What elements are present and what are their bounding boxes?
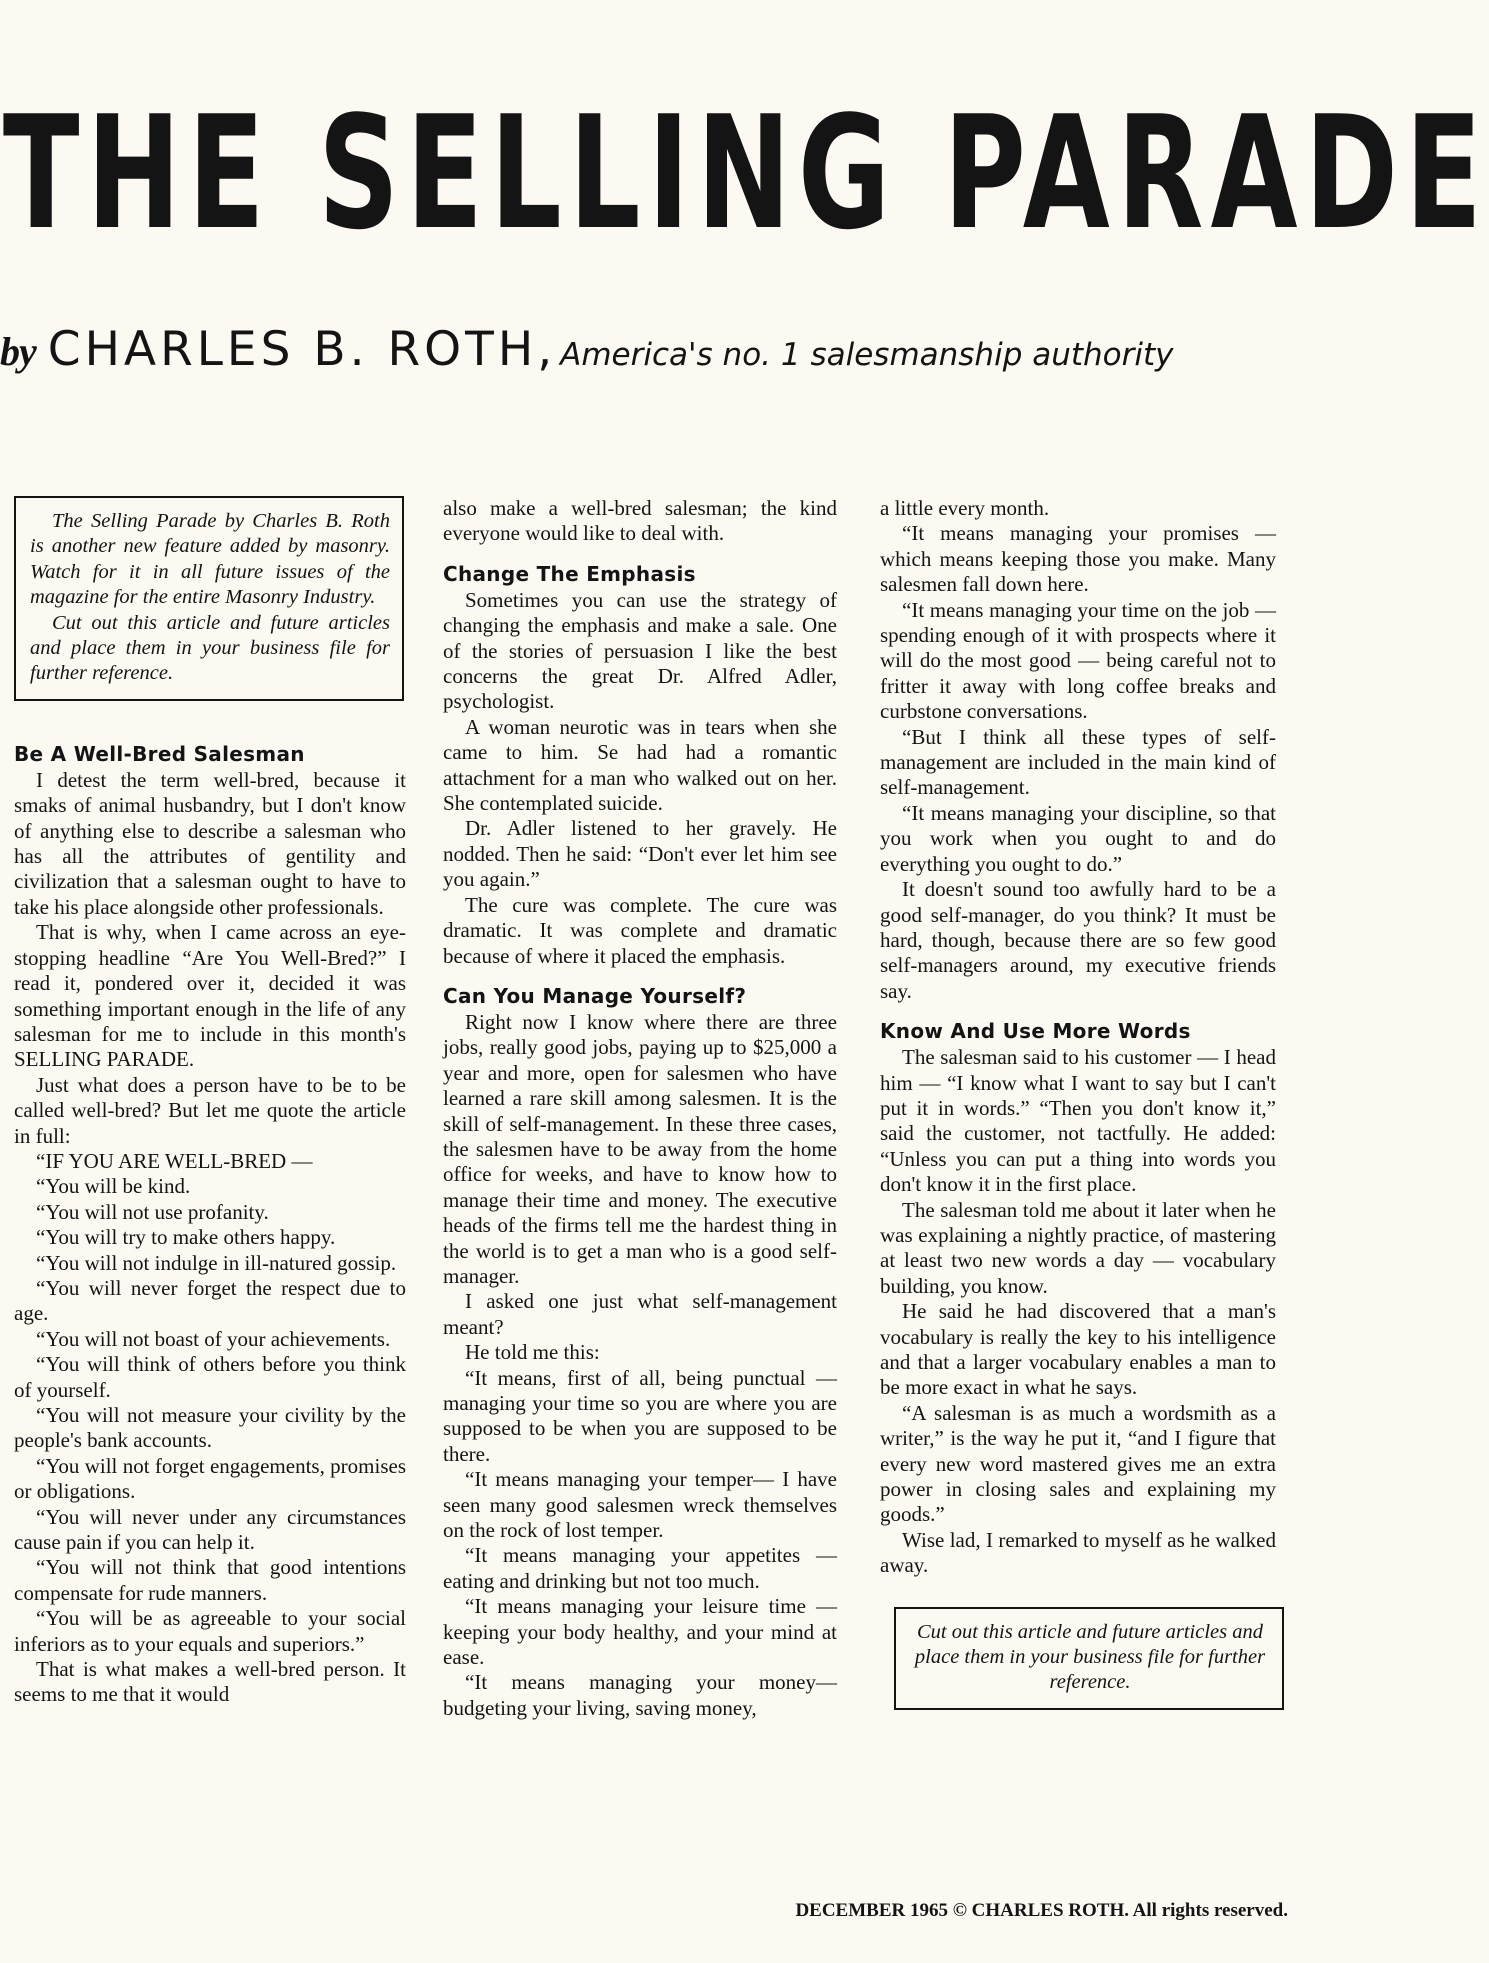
section-heading: Be A Well-Bred Salesman xyxy=(14,741,305,766)
paragraph: I asked one just what self-management meant? xyxy=(443,1289,837,1339)
paragraph: “You will be as agreeable to your social inferiors as to your equals and superiors.” xyxy=(14,1606,406,1656)
paragraph: Dr. Adler listened to her gravely. He nodded. Then he said: “Don't ever let him see you again.” xyxy=(443,816,837,892)
column-2 xyxy=(443,496,837,1721)
paragraph: Just what does a person have to be to be called well-bred? But let me quote the article in full: xyxy=(14,1072,406,1148)
byline-by: by xyxy=(0,329,36,374)
paragraph: Right now I know where there are three jobs, really good jobs, paying up to $25,000 a year and more, open for salesmen who have learned a rare skill among salesmen. It is the skill of self-management. In these three cases, the salesmen have to be away from the home office for weeks, and have to know how to manage their time and money. The executive heads of the firms tell me the hardest thing in the world is to get a man who is a good self-manager. xyxy=(443,1009,837,1288)
paragraph: That is what makes a well-bred person. It seems to me that it would xyxy=(14,1657,406,1707)
paragraph: Sometimes you can use the strategy of changing the emphasis and make a sale. One of the stories of persuasion I like the best concerns the great Dr. Alfred Adler, psychologist. xyxy=(443,587,837,714)
paragraph: a little every month. xyxy=(880,496,1050,520)
paragraph: That is why, when I came across an eye-stopping headline “Are You Well-Bred?” I read it, pondered over it, decided it was something important enough in the life of any salesman for me to include in this month's SELLING PARADE. xyxy=(14,920,406,1072)
paragraph: The salesman said to his customer — I head him — “I know what I want to say but I can't put it in words.” “Then you don't know it,” said the customer, not tactfully. He added: “Unless you can put a thing into words you don't know it in the first place. xyxy=(880,1045,1276,1197)
paragraph: He said he had discovered that a man's vocabulary is really the key to his intelligence and that a larger vocabulary enables a man to be more exact in what he says. xyxy=(880,1299,1276,1400)
page-headline: THE SELLING PARADE xyxy=(2,82,1489,264)
intro-box-paragraph: The Selling Parade by Charles B. Roth is another new feature added by masonry. Watch for it in all future issues of the magazine for the entire Masonry Industry. xyxy=(30,510,390,609)
paragraph: The salesman told me about it later when he was explaining a nightly practice, of mastering at least two new words a day — vocabulary building, you know. xyxy=(880,1197,1276,1298)
paragraph: He told me this: xyxy=(465,1340,600,1365)
paragraph: “IF YOU ARE WELL-BRED — xyxy=(36,1148,313,1173)
paragraph: “You will try to make others happy. xyxy=(36,1225,336,1250)
footer-copyright: DECEMBER 1965 © CHARLES ROTH. All rights reserved. xyxy=(795,1900,1288,1921)
paragraph: “But I think all these types of self-management are included in the main kind of self-management. xyxy=(880,724,1276,800)
author-name: CHARLES B. ROTH, xyxy=(47,322,557,377)
section-heading: Know And Use More Words xyxy=(880,1019,1191,1044)
paragraph: “It means managing your promises — which means keeping those you make. Many salesmen fall down here. xyxy=(880,521,1276,597)
paragraph: It doesn't sound too awfully hard to be a good self-manager, do you think? It must be hard, though, because there are so few good self-managers around, my executive friends say. xyxy=(880,877,1276,1003)
column-3 xyxy=(880,496,1276,1710)
intro-box xyxy=(14,496,404,701)
paragraph: “It means managing your leisure time — keeping your body healthy, and your mind at ease. xyxy=(443,1594,837,1670)
paragraph: “It means managing your appetites — eating and drinking but not too much. xyxy=(443,1543,837,1593)
paragraph: A woman neurotic was in tears when she came to him. Se had had a romantic attachment for a man who walked out on her. She contemplated suicide. xyxy=(443,714,837,816)
intro-box-paragraph: Cut out this article and future articles and place them in your business file for further reference. xyxy=(30,611,390,685)
section-heading: Change The Emphasis xyxy=(443,561,696,586)
paragraph: “You will not measure your civility by the people's bank accounts. xyxy=(14,1403,406,1453)
paragraph: “You will not indulge in ill-natured gossip. xyxy=(36,1250,397,1275)
paragraph: Wise lad, I remarked to myself as he walked away. xyxy=(880,1527,1276,1578)
paragraph: “You will think of others before you think of yourself. xyxy=(14,1352,406,1402)
paragraph: “It means managing your time on the job — spending enough of it with prospects where it will do the most good — being careful not to fritter it away with long coffee breaks and curbstone conversations. xyxy=(880,597,1276,724)
paragraph: “It means, first of all, being punctual — managing your time so you are where you are supposed to be when you are supposed to be there. xyxy=(443,1365,837,1466)
paragraph: “A salesman is as much a wordsmith as a writer,” is the way he put it, “and I figure that every new word mastered gives me an extra power in closing sales and explaining my goods.” xyxy=(880,1400,1276,1527)
byline xyxy=(0,322,1330,377)
paragraph: “It means managing your temper— I have seen many good salesmen wreck themselves on the rock of lost temper. xyxy=(443,1467,837,1543)
paragraph: “You will never under any circumstances cause pain if you can help it. xyxy=(14,1504,406,1555)
paragraph: “You will not use profanity. xyxy=(36,1199,269,1224)
paragraph: “It means managing your money— budgeting your living, saving money, xyxy=(443,1670,837,1720)
column-1 xyxy=(14,496,406,1708)
paragraph: I detest the term well-bred, because it smaks of animal husbandry, but I don't know of anything else to describe a salesman who has all the attributes of gentility and civilization that a salesman ought to have to take his place alongside other professionals. xyxy=(14,767,406,919)
paragraph: “You will never forget the respect due to age. xyxy=(14,1275,406,1326)
author-tagline: America's no. 1 salesmanship authority xyxy=(560,337,1174,373)
paragraph: “It means managing your discipline, so that you work when you ought to and do everything you ought to do.” xyxy=(880,800,1276,876)
paragraph: The cure was complete. The cure was dramatic. It was complete and dramatic because of where it placed the emphasis. xyxy=(443,892,837,968)
section-heading: Can You Manage Yourself? xyxy=(443,983,747,1008)
outro-box xyxy=(894,1607,1284,1710)
paragraph: “You will not boast of your achievements. xyxy=(36,1326,391,1351)
outro-box-text: Cut out this article and future articles and place them in your business file for further reference. xyxy=(914,1620,1266,1694)
paragraph: “You will be kind. xyxy=(36,1174,191,1199)
paragraph: “You will not forget engagements, promises or obligations. xyxy=(14,1453,406,1504)
paragraph: “You will not think that good intentions compensate for rude manners. xyxy=(14,1555,406,1605)
paragraph: also make a well-bred salesman; the kind everyone would like to deal with. xyxy=(443,496,837,546)
